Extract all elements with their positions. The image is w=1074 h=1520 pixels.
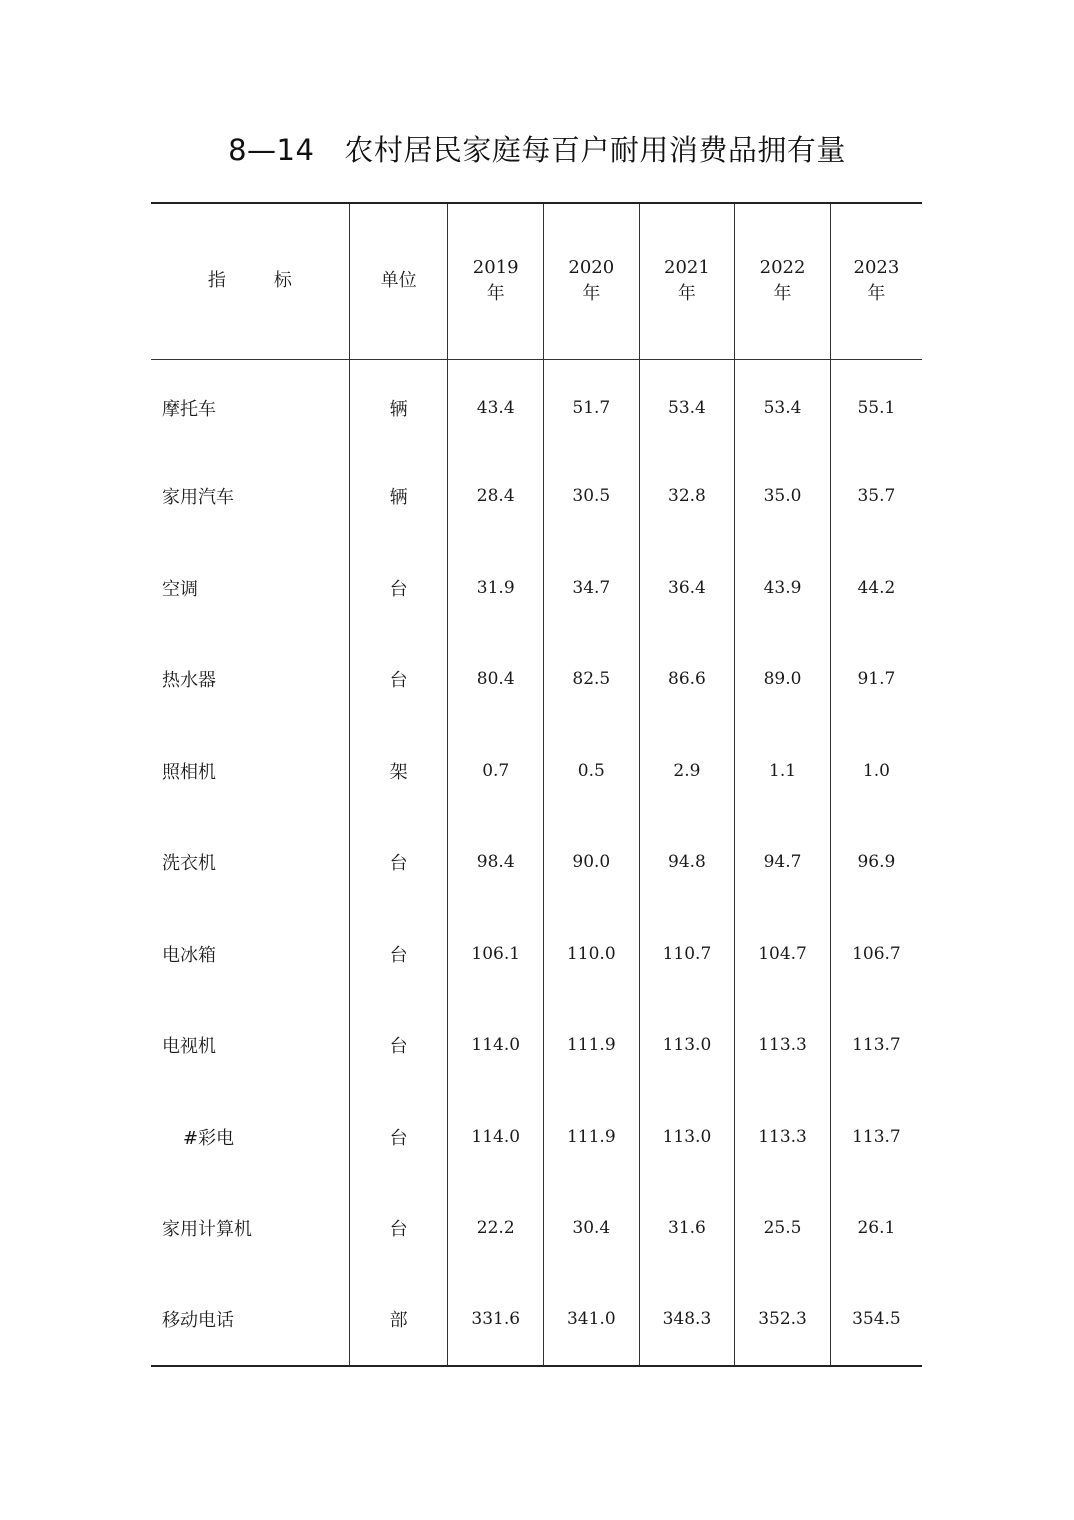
header-year-number: 2020 (568, 257, 615, 279)
row-unit: 台 (349, 817, 448, 909)
row-value: 114.0 (448, 1091, 544, 1183)
row-indicator: 移动电话 (162, 1310, 234, 1332)
row-value: 30.5 (544, 451, 640, 543)
table-row (151, 725, 922, 817)
row-value: 113.3 (735, 1091, 831, 1183)
header-year-2020 (544, 203, 640, 359)
header-year-2023 (830, 203, 922, 359)
row-value: 104.7 (735, 908, 831, 1000)
row-value: 114.0 (448, 1000, 544, 1092)
row-value: 111.9 (544, 1000, 640, 1092)
table-row (151, 908, 922, 1000)
row-value: 43.9 (735, 542, 831, 634)
data-table (151, 202, 922, 1367)
row-indicator: 热水器 (162, 670, 216, 692)
table-row (151, 1183, 922, 1275)
row-value: 43.4 (448, 359, 544, 451)
row-value: 0.7 (448, 725, 544, 817)
row-value: 82.5 (544, 634, 640, 726)
row-indicator: 照相机 (162, 761, 216, 783)
header-year-2022 (735, 203, 831, 359)
row-value: 110.0 (544, 908, 640, 1000)
row-value: 111.9 (544, 1091, 640, 1183)
row-value: 28.4 (448, 451, 544, 543)
row-unit: 架 (349, 725, 448, 817)
table-row (151, 359, 922, 451)
table-row (151, 451, 922, 543)
row-unit: 台 (349, 1183, 448, 1275)
table-body (151, 359, 922, 1366)
table-row (151, 817, 922, 909)
row-value: 331.6 (448, 1274, 544, 1366)
header-indicator-char-2: 标 (273, 270, 292, 292)
header-unit: 单位 (349, 203, 448, 359)
table-number: 8—14 (228, 133, 315, 167)
row-value: 1.0 (830, 725, 922, 817)
row-value: 2.9 (639, 725, 735, 817)
row-value: 32.8 (639, 451, 735, 543)
header-year-number: 2021 (664, 257, 710, 279)
row-value: 354.5 (830, 1274, 922, 1366)
table-row (151, 634, 922, 726)
header-indicator (151, 203, 349, 359)
row-indicator: 家用汽车 (162, 487, 234, 509)
row-value: 106.1 (448, 908, 544, 1000)
row-value: 80.4 (448, 634, 544, 726)
row-value: 348.3 (639, 1274, 735, 1366)
header-year-suffix: 年 (773, 283, 792, 305)
row-unit: 台 (349, 1000, 448, 1092)
row-value: 53.4 (735, 359, 831, 451)
row-value: 106.7 (830, 908, 922, 1000)
row-indicator: 洗衣机 (162, 853, 216, 875)
row-value: 110.7 (639, 908, 735, 1000)
row-value: 31.6 (639, 1183, 735, 1275)
row-unit: 辆 (349, 451, 448, 543)
row-unit: 台 (349, 908, 448, 1000)
row-value: 341.0 (544, 1274, 640, 1366)
row-value: 352.3 (735, 1274, 831, 1366)
row-value: 26.1 (830, 1183, 922, 1275)
row-value: 113.7 (830, 1091, 922, 1183)
header-year-suffix: 年 (582, 283, 601, 305)
header-year-suffix: 年 (867, 283, 886, 305)
header-year-suffix: 年 (486, 283, 505, 305)
page-title (0, 128, 1074, 169)
row-unit: 辆 (349, 359, 448, 451)
row-unit: 台 (349, 634, 448, 726)
row-unit: 台 (349, 542, 448, 634)
row-value: 113.7 (830, 1000, 922, 1092)
row-indicator: 摩托车 (162, 399, 216, 420)
header-year-suffix: 年 (677, 283, 696, 305)
table-row (151, 1274, 922, 1366)
row-value: 89.0 (735, 634, 831, 726)
header-indicator-char-1: 指 (207, 270, 226, 292)
table-row (151, 1000, 922, 1092)
row-value: 35.7 (830, 451, 922, 543)
row-value: 34.7 (544, 542, 640, 634)
row-value: 36.4 (639, 542, 735, 634)
row-value: 98.4 (448, 817, 544, 909)
row-value: 53.4 (639, 359, 735, 451)
row-value: 22.2 (448, 1183, 544, 1275)
row-indicator: #彩电 (183, 1127, 235, 1149)
row-indicator: 电冰箱 (162, 944, 216, 966)
row-value: 0.5 (544, 725, 640, 817)
row-value: 91.7 (830, 634, 922, 726)
row-unit: 部 (349, 1274, 448, 1366)
header-row (151, 203, 922, 359)
table-title-text: 农村居民家庭每百户耐用消费品拥有量 (344, 133, 846, 167)
row-value: 86.6 (639, 634, 735, 726)
row-value: 51.7 (544, 359, 640, 451)
row-value: 35.0 (735, 451, 831, 543)
row-indicator: 电视机 (162, 1036, 216, 1058)
row-value: 113.0 (639, 1091, 735, 1183)
row-indicator: 家用计算机 (162, 1219, 252, 1241)
row-value: 30.4 (544, 1183, 640, 1275)
row-value: 90.0 (544, 817, 640, 909)
table-row (151, 542, 922, 634)
header-year-number: 2019 (472, 257, 519, 279)
header-year-2019 (448, 203, 544, 359)
row-value: 25.5 (735, 1183, 831, 1275)
header-year-2021 (639, 203, 735, 359)
table-row (151, 1091, 922, 1183)
row-value: 113.3 (735, 1000, 831, 1092)
row-value: 94.7 (735, 817, 831, 909)
row-value: 31.9 (448, 542, 544, 634)
row-value: 44.2 (830, 542, 922, 634)
row-value: 1.1 (735, 725, 831, 817)
row-value: 113.0 (639, 1000, 735, 1092)
header-year-number: 2023 (853, 257, 900, 279)
row-value: 55.1 (830, 359, 922, 451)
row-value: 96.9 (830, 817, 922, 909)
row-unit: 台 (349, 1091, 448, 1183)
header-year-number: 2022 (759, 257, 806, 279)
row-indicator: 空调 (162, 578, 198, 600)
row-value: 94.8 (639, 817, 735, 909)
